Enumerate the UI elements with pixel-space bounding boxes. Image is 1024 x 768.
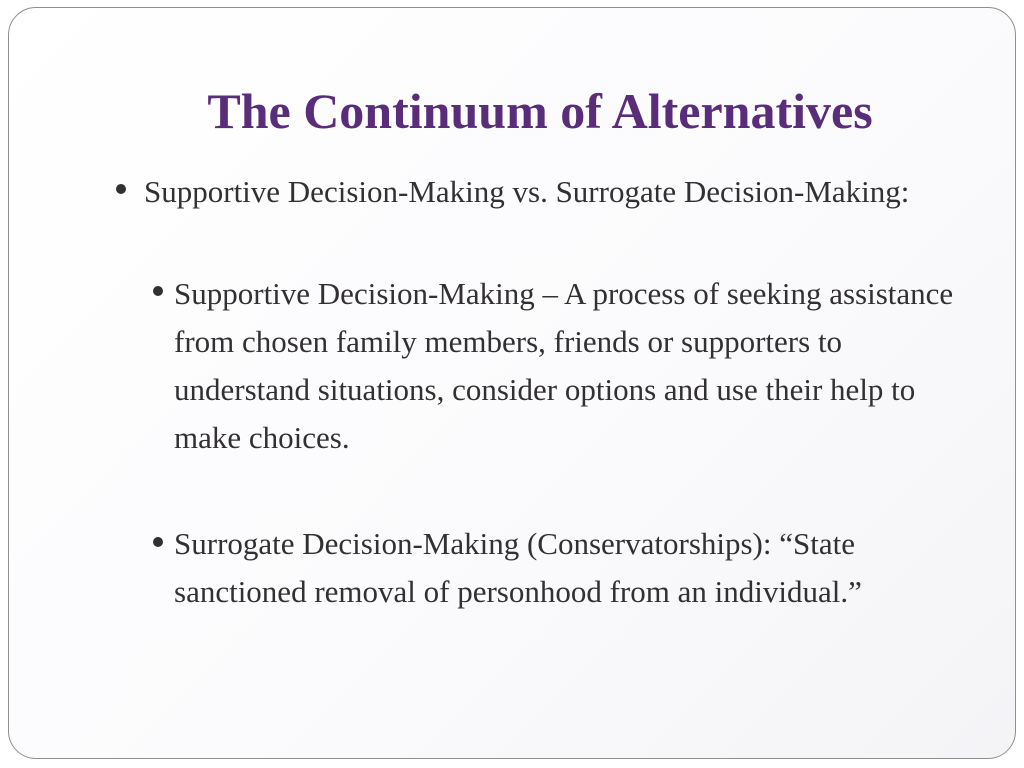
slide-title: The Continuum of Alternatives: [207, 83, 873, 139]
bullet-icon: [116, 184, 126, 194]
bullet-icon: [153, 537, 163, 547]
sub-bullet-supportive: Supportive Decision-Making – A process of seeking assistance from chosen family members, friends or supporters to understand situations, consider options and use their help to make choices.: [174, 276, 954, 455]
sub-bullet-surrogate: Surrogate Decision-Making (Conservatorships): “State sanctioned removal of personhood from an individual.”: [174, 526, 862, 609]
bullet-level1: Supportive Decision-Making vs. Surrogate Decision-Making:: [144, 174, 910, 209]
bullet-icon: [153, 286, 163, 296]
